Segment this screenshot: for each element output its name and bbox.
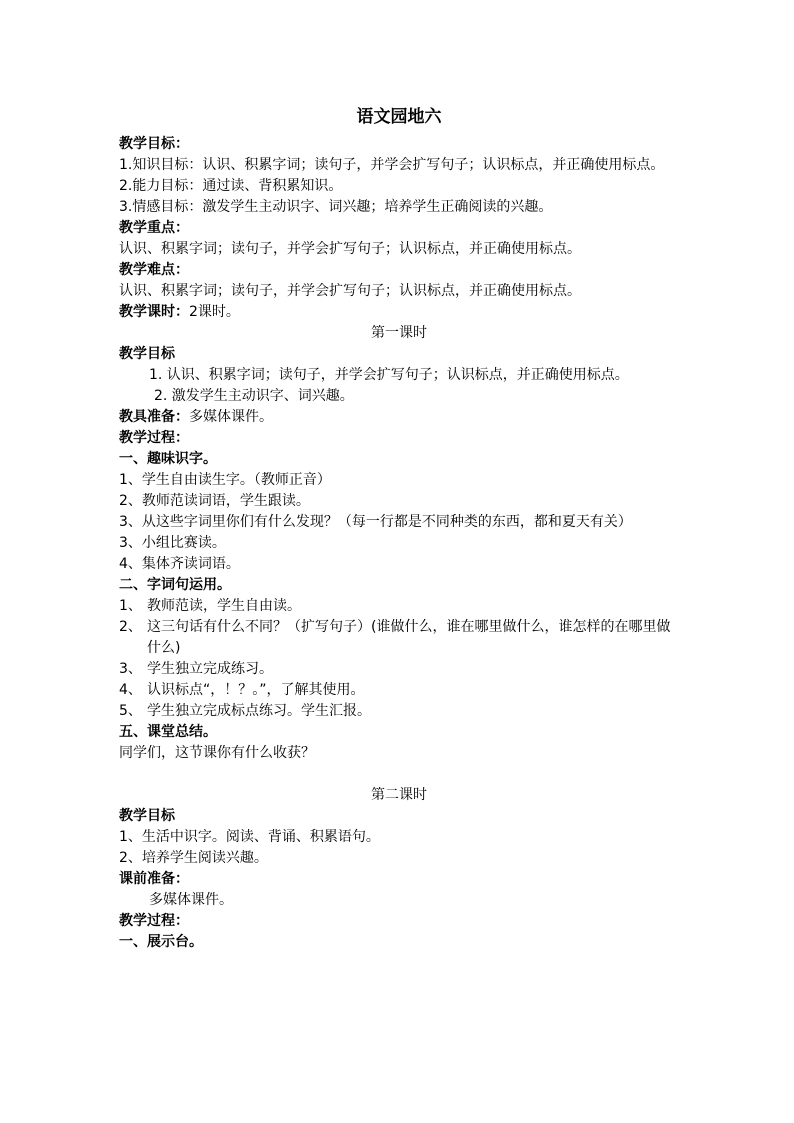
lesson2-section1-heading: 一、展示台。	[119, 934, 203, 950]
lesson1-prep-label: 教具准备：	[119, 409, 189, 425]
lesson1-goal-2: 2. 激发学生主动识字、词兴趣。	[154, 388, 354, 404]
lesson2-goal-1: 1、生活中识字。阅读、背诵、积累语句。	[119, 829, 380, 845]
goal-emotion: 3.情感目标：激发学生主动识字、词兴趣；培养学生正确阅读的兴趣。	[119, 199, 553, 215]
lesson2-goals-heading: 教学目标	[119, 808, 175, 824]
list-item: 2、教师范读词语，学生跟读。	[119, 493, 310, 509]
list-item	[119, 701, 679, 722]
list-item-text: 教师范读，学生自由读。	[147, 598, 301, 614]
list-item-number: 1、	[119, 598, 142, 614]
difficulties-heading: 教学难点：	[119, 262, 189, 278]
goal-ability: 2.能力目标：通过读、背积累知识。	[119, 178, 343, 194]
list-item-number: 3、	[119, 661, 142, 677]
list-item: 3、小组比赛读。	[119, 535, 226, 551]
document-page	[119, 104, 679, 953]
list-item	[119, 659, 679, 680]
lesson1-goals-heading: 教学目标	[119, 346, 175, 362]
key-points-heading: 教学重点：	[119, 220, 189, 236]
lesson2-goal-2: 2、培养学生阅读兴趣。	[119, 850, 268, 866]
lesson1-process-heading: 教学过程：	[119, 430, 189, 446]
lesson1-summary: 同学们，这节课你有什么收获？	[119, 745, 315, 761]
list-item-number: 5、	[119, 703, 142, 719]
difficulties-text: 认识、积累字词；读句子，并学会扩写句子；认识标点，并正确使用标点。	[119, 283, 581, 299]
lesson2-prep-text: 多媒体课件。	[149, 892, 233, 908]
lesson1-section1-heading: 一、趣味识字。	[119, 451, 217, 467]
list-item-number: 4、	[119, 682, 142, 698]
list-item	[119, 596, 679, 617]
list-item-text: 学生独立完成标点练习。学生汇报。	[147, 703, 371, 719]
key-points-text: 认识、积累字词；读句子，并学会扩写句子；认识标点，并正确使用标点。	[119, 241, 581, 257]
lesson1-prep	[119, 407, 679, 428]
list-item: 3、从这些字词里你们有什么发现？（每一行都是不同种类的东西，都和夏天有关）	[119, 514, 632, 530]
list-item-text: 这三句话有什么不同？（扩写句子）(谁做什么，谁在哪里做什么，谁怎样的在哪里做什么)	[147, 619, 671, 656]
list-item-number: 2、	[119, 619, 142, 635]
list-item	[119, 680, 679, 701]
lesson1-heading: 第一课时	[371, 325, 427, 341]
teaching-hours-value: 2课时。	[189, 304, 240, 320]
spacer	[119, 764, 679, 785]
list-item	[119, 617, 679, 659]
document-title: 语文园地六	[356, 107, 442, 127]
lesson2-heading: 第二课时	[371, 787, 427, 803]
list-item: 4、集体齐读词语。	[119, 556, 240, 572]
lesson1-section5-heading: 五、课堂总结。	[119, 724, 217, 740]
teaching-hours	[119, 302, 679, 323]
lesson1-goal-1: 1. 认识、积累字词；读句子，并学会扩写句子；认识标点，并正确使用标点。	[149, 367, 629, 383]
lesson2-process-heading: 教学过程：	[119, 913, 189, 929]
goals-heading: 教学目标：	[119, 136, 189, 152]
list-item-text: 认识标点“，！？。”，了解其使用。	[147, 682, 365, 698]
lesson2-prep-heading: 课前准备：	[119, 871, 189, 887]
teaching-hours-label: 教学课时：	[119, 304, 189, 320]
lesson1-prep-value: 多媒体课件。	[189, 409, 273, 425]
lesson1-section2-heading: 二、字词句运用。	[119, 577, 231, 593]
list-item: 1、学生自由读生字。（教师正音）	[119, 472, 331, 488]
goal-knowledge: 1.知识目标：认识、积累字词；读句子，并学会扩写句子；认识标点，并正确使用标点。	[119, 157, 665, 173]
list-item-text: 学生独立完成练习。	[147, 661, 273, 677]
